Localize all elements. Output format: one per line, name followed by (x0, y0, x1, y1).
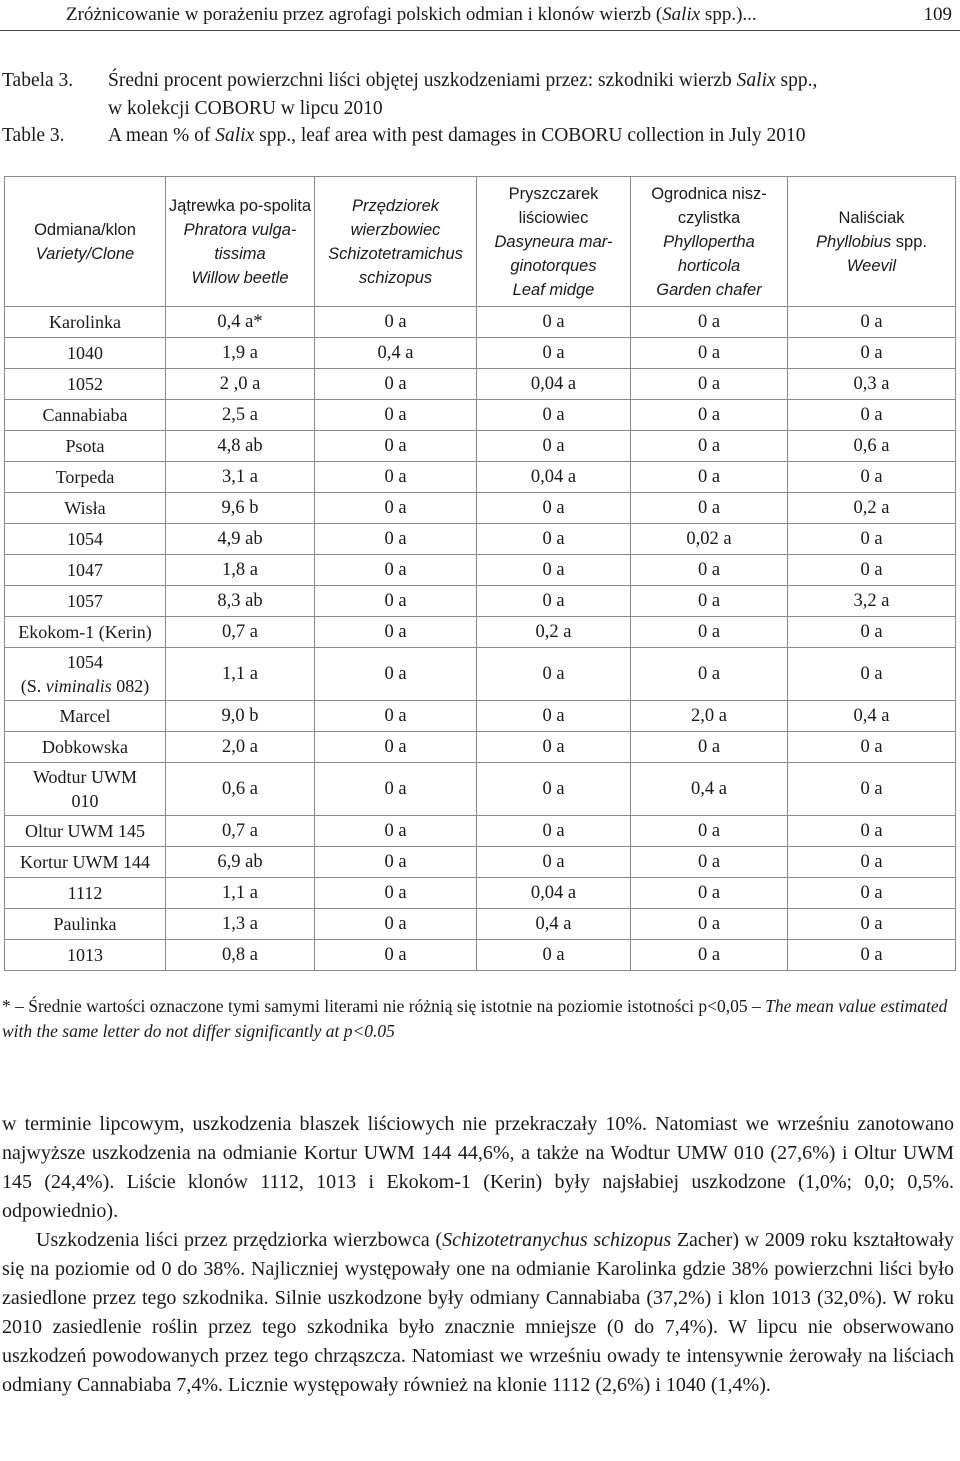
value-cell: 8,3 ab (166, 586, 315, 617)
value-cell: 4,9 ab (166, 524, 315, 555)
table-row (5, 431, 956, 462)
table-row (5, 847, 956, 878)
header-en-name: Leaf midge (512, 280, 595, 299)
value-cell: 0,6 a (166, 763, 315, 816)
value-cell: 0 a (631, 940, 788, 971)
value-cell: 0 a (631, 816, 788, 847)
value-cell: 0 a (315, 493, 477, 524)
value-cell: 0 a (315, 400, 477, 431)
table-row (5, 617, 956, 648)
variety-cell: 1112 (5, 878, 166, 909)
value-cell: 0 a (788, 524, 956, 555)
value-cell: 0 a (477, 648, 631, 701)
column-header-4 (631, 177, 788, 307)
variety-cell: Torpeda (5, 462, 166, 493)
page-number: 109 (923, 4, 952, 25)
table-row (5, 369, 956, 400)
header-latin-name: Phyllopertha horticola (663, 232, 755, 275)
variety-cell: Wisła (5, 493, 166, 524)
body-paragraph-1: w terminie lipcowym, uszkodzenia blaszek liściowych nie przekraczały 10%. Natomiast we wrześniu zanotowano najwyższe uszkodzenia na odmianie Kortur UWM 144 44,6%, a także na Wodtur UMW 010 (27,6%) i Oltur UWM 145 (24,4%). Liście klonów 1112, 1013 i Ekokom-1 (Kerin) były najsłabiej uszkodzone (1,0%; 0,0; 0,5%. odpowiednio). (2, 1113, 954, 1222)
value-cell: 0 a (315, 701, 477, 732)
value-cell: 0,02 a (631, 524, 788, 555)
value-cell: 0 a (631, 648, 788, 701)
value-cell: 0 a (477, 940, 631, 971)
value-cell: 0,6 a (788, 431, 956, 462)
header-pl-name: Jątrewka po-spolita (168, 196, 312, 215)
variety-cell: 1040 (5, 338, 166, 369)
variety-cell: Karolinka (5, 307, 166, 338)
value-cell: 0 a (477, 816, 631, 847)
value-cell: 1,1 a (166, 648, 315, 701)
running-head (0, 0, 960, 31)
header-pl-name: Ogrodnica nisz-czylistka (651, 184, 767, 227)
table-row (5, 701, 956, 732)
header-en-name: Weevil (846, 256, 897, 275)
value-cell: 0 a (315, 847, 477, 878)
variety-cell: 1054 (5, 524, 166, 555)
value-cell: 1,1 a (166, 878, 315, 909)
table-body (5, 307, 956, 971)
column-header-3 (477, 177, 631, 307)
value-cell: 0 a (315, 524, 477, 555)
value-cell: 0,4 a* (166, 307, 315, 338)
value-cell: 6,9 ab (166, 847, 315, 878)
value-cell: 0 a (477, 847, 631, 878)
value-cell: 0 a (788, 338, 956, 369)
header-en-name: Garden chafer (656, 280, 762, 299)
value-cell: 0 a (477, 493, 631, 524)
value-cell: 0 a (477, 307, 631, 338)
value-cell: 0 a (631, 878, 788, 909)
value-cell: 0 a (788, 763, 956, 816)
value-cell: 0 a (315, 555, 477, 586)
table-row (5, 940, 956, 971)
value-cell: 2,5 a (166, 400, 315, 431)
table-footnote: * – Średnie wartości oznaczone tymi samymi literami nie różnią się istotnie na poziomie istotności p<0,05 – The mean value estimated with the same letter do not differ significantly at p<0.05 (2, 996, 948, 1041)
value-cell: 0 a (788, 555, 956, 586)
value-cell: 0 a (477, 555, 631, 586)
table-row (5, 648, 956, 701)
variety-cell: 1054 (S. viminalis 082) (5, 648, 166, 701)
value-cell: 0 a (315, 369, 477, 400)
value-cell: 0 a (315, 431, 477, 462)
value-cell: 0 a (788, 648, 956, 701)
value-cell: 0 a (631, 617, 788, 648)
table-row (5, 400, 956, 431)
table-row (5, 586, 956, 617)
value-cell: 0 a (631, 307, 788, 338)
table-row (5, 732, 956, 763)
table-header-row (5, 177, 956, 307)
caption-en-text: A mean % of Salix spp., leaf area with pest damages in COBORU collection in July 2010 (108, 125, 806, 146)
header-pl-name: Naliściak (838, 208, 905, 227)
value-cell: 0 a (315, 940, 477, 971)
value-cell: 0 a (631, 493, 788, 524)
value-cell: 0,8 a (166, 940, 315, 971)
value-cell: 3,1 a (166, 462, 315, 493)
value-cell: 0 a (631, 847, 788, 878)
value-cell: 0 a (477, 524, 631, 555)
table-row (5, 555, 956, 586)
value-cell: 0,3 a (788, 369, 956, 400)
body-paragraph-2: Uszkodzenia liści przez przędziorka wierzbowca (Schizotetranychus schizopus Zacher) w 2009 roku kształtowały się na poziomie od 0 do 38%. Najliczniej występowały one na odmianie Karolinka gdzie 38% powierzchni liści było zasiedlone przez tego szkodnika. Silnie uszkodzone były odmiany Cannabiaba (37,2%) i klon 1013 (32,0%). W roku 2010 zasiedlenie roślin przez tego szkodnika było znacznie mniejsze (0 do 7,4%). W lipcu nie obserwowano uszkodzeń powodowanych przez tego chrząszcza. Natomiast we wrześniu owady te intensywnie żerowały na liściach odmiany Cannabiaba 7,4%. Licznie występowały również na klonie 1112 (2,6%) i 1040 (1,4%). (2, 1229, 954, 1396)
variety-cell: Paulinka (5, 909, 166, 940)
value-cell: 0 a (315, 586, 477, 617)
table-caption-pl (2, 67, 952, 123)
value-cell: 0,4 a (631, 763, 788, 816)
value-cell: 9,6 b (166, 493, 315, 524)
value-cell: 0,2 a (477, 617, 631, 648)
value-cell: 0,04 a (477, 878, 631, 909)
value-cell: 0 a (631, 555, 788, 586)
value-cell: 0 a (788, 847, 956, 878)
body-text (2, 1110, 954, 1400)
value-cell: 0 a (788, 732, 956, 763)
header-latin-name: Dasyneura mar-ginotorques (494, 232, 613, 275)
table-caption-en (2, 122, 952, 150)
value-cell: 1,8 a (166, 555, 315, 586)
value-cell: 0 a (631, 338, 788, 369)
variety-cell: Wodtur UWM 010 (5, 763, 166, 816)
value-cell: 0 a (788, 878, 956, 909)
value-cell: 0 a (477, 701, 631, 732)
header-en-name: Variety/Clone (35, 244, 135, 263)
table-row (5, 338, 956, 369)
value-cell: 0 a (788, 617, 956, 648)
value-cell: 0 a (315, 462, 477, 493)
value-cell: 0 a (631, 400, 788, 431)
variety-cell: 1057 (5, 586, 166, 617)
value-cell: 0,7 a (166, 816, 315, 847)
value-cell: 0 a (631, 431, 788, 462)
table-row (5, 307, 956, 338)
variety-cell: Oltur UWM 145 (5, 816, 166, 847)
value-cell: 0 a (788, 816, 956, 847)
value-cell: 0 a (631, 909, 788, 940)
variety-cell: Cannabiaba (5, 400, 166, 431)
caption-pl-line1: Średni procent powierzchni liści objętej uszkodzeniami przez: szkodniki wierzb Salix spp., (108, 70, 818, 91)
value-cell: 0 a (315, 648, 477, 701)
value-cell: 0 a (477, 586, 631, 617)
variety-cell: Kortur UWM 144 (5, 847, 166, 878)
column-header-1 (166, 177, 315, 307)
running-head-title: Zróżnicowanie w porażeniu przez agrofagi polskich odmian i klonów wierzb (Salix spp.)... (66, 4, 757, 25)
table-row (5, 763, 956, 816)
header-en-name: Willow beetle (191, 268, 289, 287)
value-cell: 2,0 a (631, 701, 788, 732)
value-cell: 0 a (477, 431, 631, 462)
value-cell: 0 a (631, 732, 788, 763)
column-header-2 (315, 177, 477, 307)
value-cell: 0 a (788, 400, 956, 431)
column-header-0 (5, 177, 166, 307)
table-label-pl: Tabela 3. (2, 70, 74, 91)
value-cell: 0 a (477, 400, 631, 431)
variety-cell: Dobkowska (5, 732, 166, 763)
variety-cell: 1052 (5, 369, 166, 400)
value-cell: 9,0 b (166, 701, 315, 732)
value-cell: 0 a (315, 617, 477, 648)
header-latin-name: Schizotetramichus schizopus (328, 244, 463, 287)
table-row (5, 878, 956, 909)
table-row (5, 909, 956, 940)
variety-cell: Marcel (5, 701, 166, 732)
variety-cell: 1013 (5, 940, 166, 971)
header-pl-name: Odmiana/klon (34, 220, 136, 239)
header-pl-name: Pryszczarek liściowiec (508, 184, 599, 227)
value-cell: 0,4 a (315, 338, 477, 369)
table-row (5, 524, 956, 555)
value-cell: 0 a (631, 369, 788, 400)
table-row (5, 816, 956, 847)
pest-damage-table (4, 176, 956, 971)
value-cell: 0 a (788, 909, 956, 940)
value-cell: 1,9 a (166, 338, 315, 369)
table-label-en: Table 3. (2, 125, 65, 146)
value-cell: 0 a (315, 307, 477, 338)
value-cell: 0 a (315, 878, 477, 909)
value-cell: 0 a (631, 586, 788, 617)
header-latin-name: Phyllobius spp. (816, 232, 927, 251)
value-cell: 0,4 a (477, 909, 631, 940)
value-cell: 0 a (788, 462, 956, 493)
value-cell: 0 a (631, 462, 788, 493)
value-cell: 0 a (788, 940, 956, 971)
value-cell: 0 a (477, 763, 631, 816)
value-cell: 2 ,0 a (166, 369, 315, 400)
value-cell: 0,7 a (166, 617, 315, 648)
value-cell: 0 a (315, 732, 477, 763)
variety-cell: Ekokom-1 (Kerin) (5, 617, 166, 648)
value-cell: 0,4 a (788, 701, 956, 732)
value-cell: 0 a (315, 816, 477, 847)
variety-cell: Psota (5, 431, 166, 462)
value-cell: 0,04 a (477, 369, 631, 400)
value-cell: 0 a (315, 763, 477, 816)
column-header-5 (788, 177, 956, 307)
table-row (5, 493, 956, 524)
value-cell: 0 a (477, 732, 631, 763)
value-cell: 0 a (788, 307, 956, 338)
value-cell: 2,0 a (166, 732, 315, 763)
table-row (5, 462, 956, 493)
header-latin-name: Phratora vulga-tissima (183, 220, 297, 263)
variety-cell: 1047 (5, 555, 166, 586)
header-pl-name: Przędziorek wierzbowiec (350, 196, 441, 239)
value-cell: 0 a (477, 338, 631, 369)
caption-pl-line2: w kolekcji COBORU w lipcu 2010 (108, 98, 383, 119)
value-cell: 0,04 a (477, 462, 631, 493)
value-cell: 3,2 a (788, 586, 956, 617)
value-cell: 0 a (315, 909, 477, 940)
value-cell: 0,2 a (788, 493, 956, 524)
value-cell: 4,8 ab (166, 431, 315, 462)
value-cell: 1,3 a (166, 909, 315, 940)
